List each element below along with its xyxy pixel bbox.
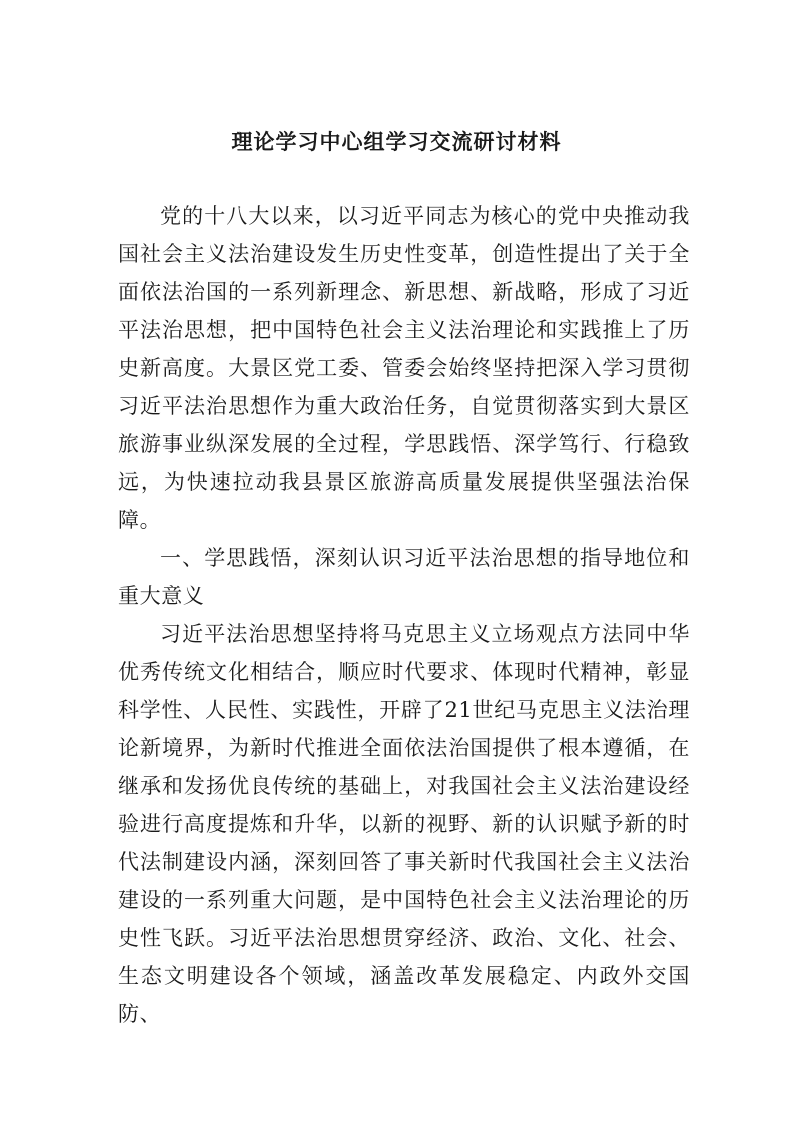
document-title: 理论学习中心组学习交流研讨材料 bbox=[231, 129, 562, 154]
intro-paragraph: 党的十八大以来，以习近平同志为核心的党中央推动我国社会主义法治建设发生历史性变革，创造性提出了关于全面依法治国的一系列新理念、新思想、新战略，形成了习近平法治思想，把中国特色社会主义法治理论和实践推上了历史新高度。大景区党工委、管委会始终坚持把深入学习贯彻习近平法治思想作为重大政治任务，自觉贯彻落实到大景区旅游事业纵深发展的全过程，学思践悟、深学笃行、行稳致远，为快速拉动我县景区旅游高质量发展提供坚强法治保障。 bbox=[118, 204, 690, 532]
section-1-paragraph: 习近平法治思想坚持将马克思主义立场观点方法同中华优秀传统文化相结合，顺应时代要求、体现时代精神，彰显科学性、人民性、实践性，开辟了21世纪马克思主义法治理论新境界，为新时代推进全面依法治国提供了根本遵循，在继承和发扬优良传统的基础上，对我国社会主义法治建设经验进行高度提炼和升华，以新的视野、新的认识赋予新的时代法制建设内涵，深刻回答了事关新时代我国社会主义法治建设的一系列重大问题，是中国特色社会主义法治理论的历史性飞跃。习近平法治思想贯穿经济、政治、文化、社会、生态文明建设各个领域，涵盖改革发展稳定、内政外交国防、 bbox=[118, 622, 690, 1026]
section-heading-1: 一、学思践悟，深刻认识习近平法治思想的指导地位和重大意义 bbox=[118, 546, 690, 608]
document-body bbox=[118, 197, 690, 1033]
